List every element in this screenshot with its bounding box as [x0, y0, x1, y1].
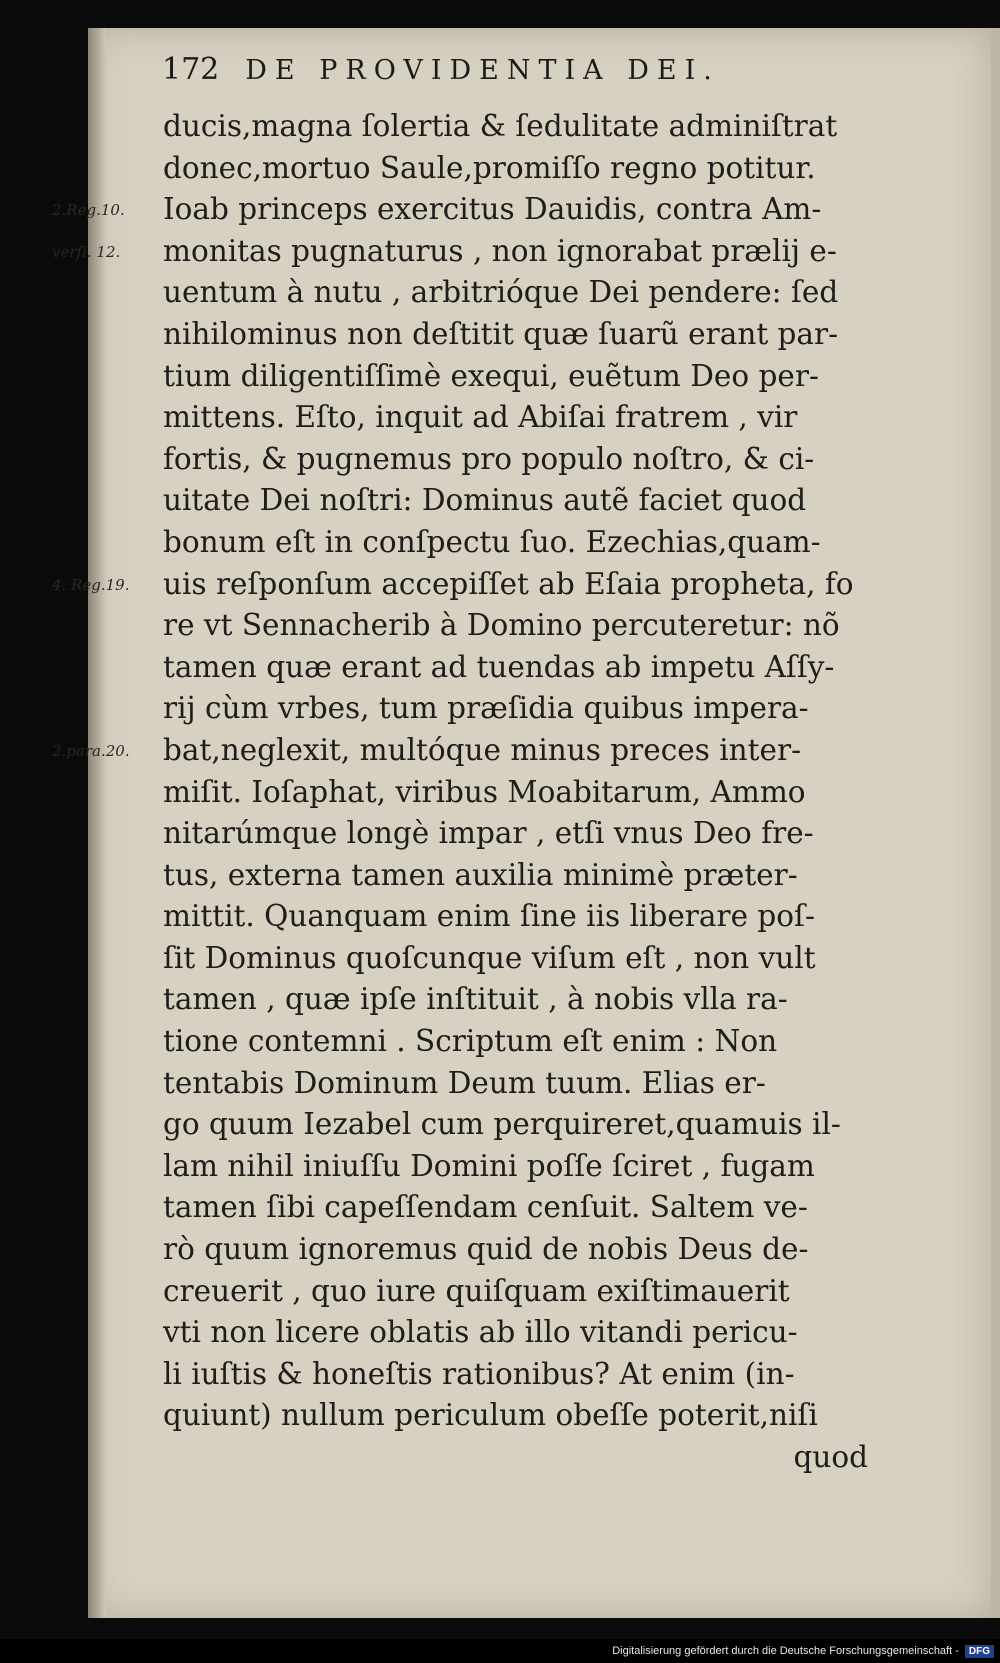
text-line: donec,mortuo Saule,promiſſo regno potitur.	[163, 150, 816, 185]
margin-note: 2.para.20.	[52, 742, 130, 760]
text-line: tentabis Dominum Deum tuum. Elias er-	[163, 1065, 766, 1100]
margin-note: 4. Reg.19.	[52, 575, 130, 594]
text-line: monitas pugnaturus , non ignorabat prælij e-	[163, 233, 837, 268]
text-line: miſit. Ioſaphat, viribus Moabitarum, Ammo	[163, 774, 806, 809]
text-line: tus, externa tamen auxilia minimè præter-	[163, 857, 798, 892]
margin-note: 2.Reg.10.	[52, 201, 125, 220]
text-line: Ioab princeps exercitus Dauidis, contra Am-	[163, 192, 822, 227]
main-text-block	[163, 106, 868, 1479]
text-line: rij cùm vrbes, tum præſidia quibus impera-	[163, 691, 809, 726]
text-line: quiunt) nullum periculum obeſſe poterit,niſi	[163, 1398, 818, 1433]
dfg-logo-icon: DFG	[965, 1645, 994, 1658]
text-line: uitate Dei noſtri: Dominus autẽ faciet quod	[163, 483, 807, 518]
text-line: li iuſtis & honeſtis rationibus? At enim (in-	[163, 1356, 795, 1391]
running-title: DE PROVIDENTIA DEI.	[245, 55, 720, 86]
text-line: tamen , quæ ipſe inſtituit , à nobis vlla ra-	[163, 982, 788, 1017]
text-line: ſit Dominus quoſcunque viſum eſt , non vult	[163, 940, 816, 975]
text-line: tione contemni . Scriptum eſt enim : Non	[163, 1024, 778, 1059]
text-line: mittens. Eſto, inquit ad Abiſai fratrem , vir	[163, 400, 798, 435]
page-gutter-shadow	[88, 28, 106, 1618]
text-line: bonum eſt in conſpectu ſuo. Ezechias,quam-	[163, 524, 821, 559]
footer-credit: Digitalisierung gefördert durch die Deutsche Forschungsgemeinschaft -	[612, 1645, 959, 1657]
digitization-footer	[0, 1639, 1000, 1663]
text-line: tium diligentiſſimè exequi, euẽtum Deo per-	[163, 358, 819, 393]
text-line: uis reſponſum accepiſſet ab Eſaia propheta, fo	[163, 566, 854, 601]
text-line: quod	[793, 1440, 868, 1474]
text-line: fortis, & pugnemus pro populo noſtro, & ci-	[163, 441, 815, 476]
text-line: vti non licere oblatis ab illo vitandi pericu-	[163, 1315, 798, 1350]
text-line: nitarúmque longè impar , etſi vnus Deo fre-	[163, 816, 814, 851]
text-line: nihilominus non deſtitit quæ ſuarũ erant par-	[163, 316, 839, 351]
page-number: 172	[162, 52, 220, 87]
text-line: lam nihil iniuſſu Domini poſſe ſciret , fugam	[163, 1148, 815, 1183]
text-line: re vt Sennacherib à Domino percuteretur: nõ	[163, 608, 840, 643]
text-line: go quum Iezabel cum perquireret,quamuis il-	[163, 1107, 841, 1142]
text-line: rò quum ignoremus quid de nobis Deus de-	[163, 1232, 809, 1267]
text-line: uentum à nutu , arbitrióque Dei pendere: ſed	[163, 275, 839, 310]
text-line: creuerit , quo iure quiſquam exiſtimauerit	[163, 1273, 790, 1308]
text-line: tamen quæ erant ad tuendas ab impetu Aſſy-	[163, 649, 835, 684]
text-line: ducis,magna ſolertia & ſedulitate adminiſtrat	[163, 109, 838, 143]
margin-note: verſi. 12.	[52, 242, 121, 261]
text-line: bat,neglexit, multóque minus preces inter-	[163, 732, 802, 767]
text-line: tamen ſibi capeſſendam cenſuit. Saltem ve-	[163, 1190, 808, 1225]
text-line: mittit. Quanquam enim ſine iis liberare poſ-	[163, 899, 815, 934]
page-header	[162, 52, 882, 102]
